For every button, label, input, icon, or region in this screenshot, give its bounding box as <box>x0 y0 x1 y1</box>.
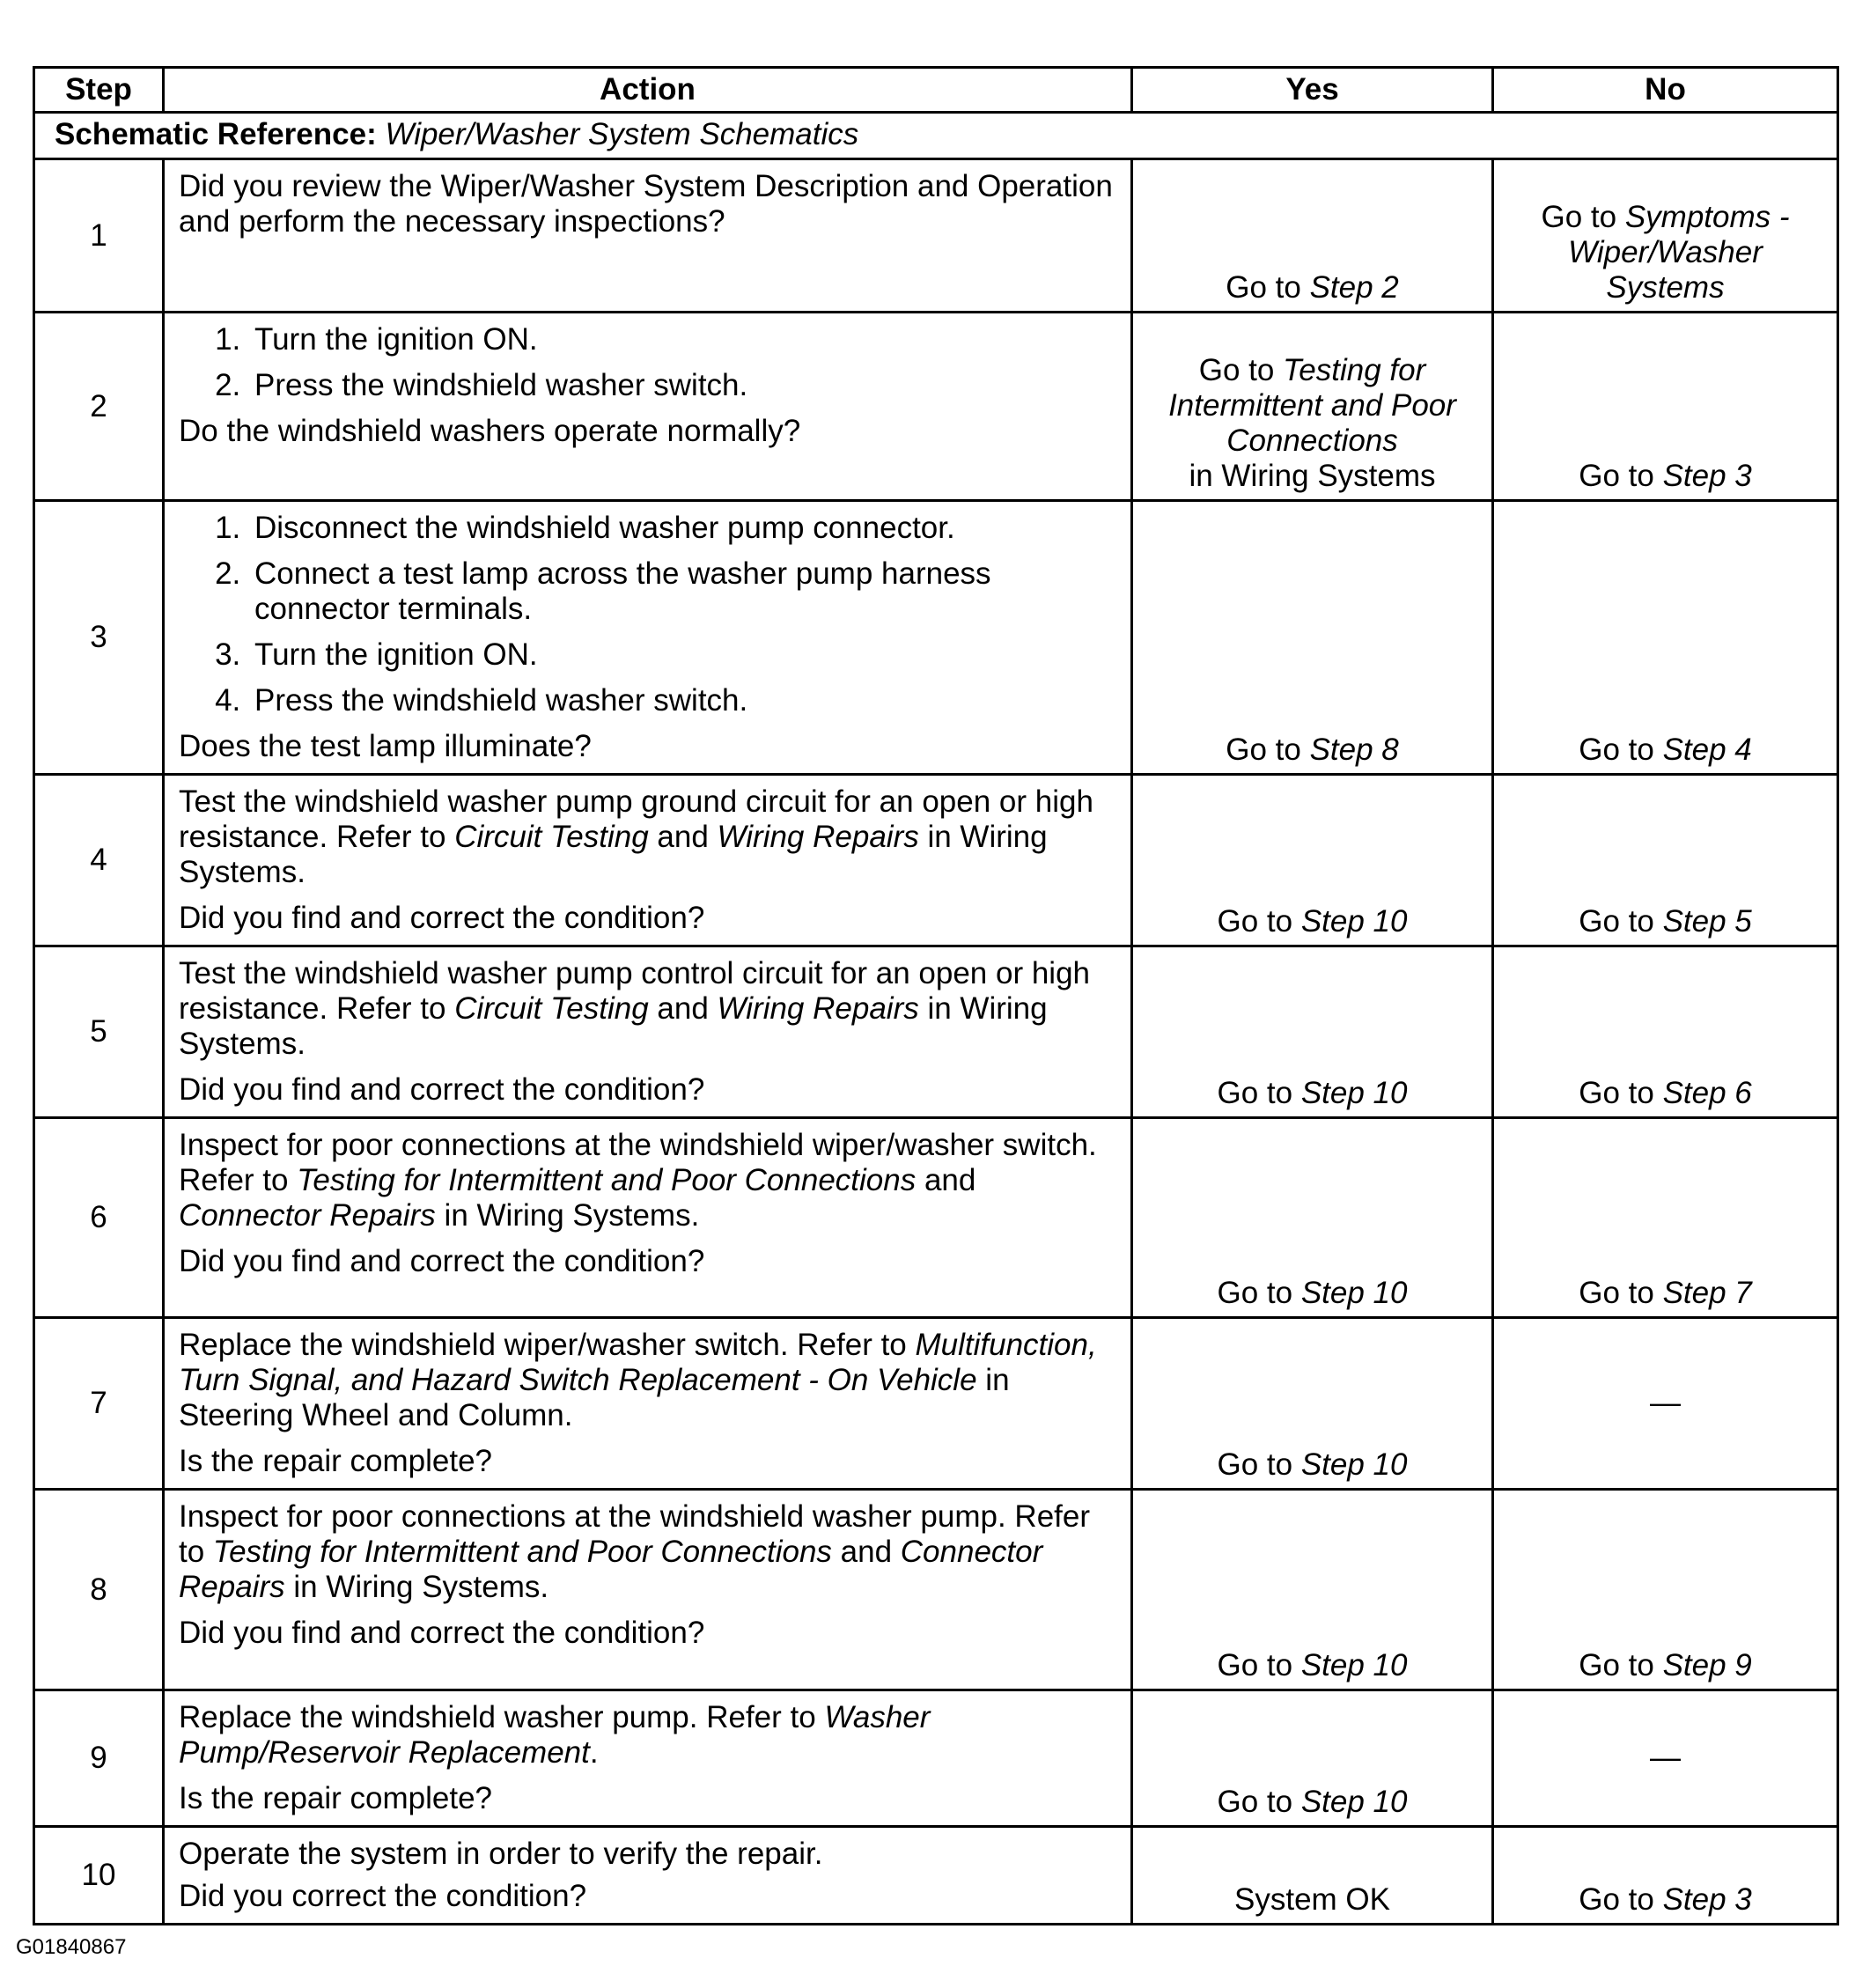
no-dash: — <box>1650 1386 1681 1420</box>
table-row <box>34 159 1838 313</box>
no-cell <box>1493 775 1838 946</box>
action-question: Did you find and correct the condition? <box>179 1244 705 1278</box>
action-cell <box>164 775 1132 946</box>
action-text <box>179 1700 1116 1771</box>
action-text <box>179 1499 1116 1605</box>
yes-prefix: Go to <box>1217 1785 1301 1819</box>
yes-ref-link[interactable]: Step 10 <box>1300 1076 1408 1110</box>
step-number: 1 <box>34 159 164 313</box>
list-item: 3. Turn the ignition ON. <box>249 637 1116 673</box>
action-cell <box>164 1490 1132 1690</box>
action-text-part: Replace the windshield washer pump. Refer to <box>179 1700 825 1734</box>
no-cell <box>1493 1490 1838 1690</box>
action-ref-link[interactable]: Testing for Intermittent and Poor Connections <box>212 1535 832 1569</box>
action-cell <box>164 501 1132 775</box>
action-text-part: and <box>648 991 718 1026</box>
action-cell <box>164 159 1132 313</box>
diagnostic-table <box>33 66 1839 1925</box>
yes-prefix: Go to <box>1217 1648 1301 1682</box>
no-cell <box>1493 313 1838 501</box>
table-row <box>34 1690 1838 1827</box>
header-no: No <box>1493 68 1838 113</box>
action-text-part: . <box>589 1735 599 1770</box>
no-cell <box>1493 1690 1838 1827</box>
action-text: Did you review the Wiper/Washer System Description and Operation and perform the necessary inspections? <box>179 169 1113 239</box>
no-prefix: Go to <box>1579 1276 1663 1310</box>
schematic-reference-row <box>34 113 1838 159</box>
table-row <box>34 1827 1838 1925</box>
yes-cell <box>1132 159 1493 313</box>
step-number: 4 <box>34 775 164 946</box>
action-ref-link[interactable]: Wiring Repairs <box>717 820 919 854</box>
step-number: 9 <box>34 1690 164 1827</box>
action-cell <box>164 946 1132 1118</box>
list-item: 2. Press the windshield washer switch. <box>249 368 1116 403</box>
schematic-reference-link[interactable]: Wiper/Washer System Schematics <box>385 117 859 151</box>
list-item: 1. Turn the ignition ON. <box>249 322 1116 357</box>
action-cell <box>164 1118 1132 1318</box>
action-ref-link[interactable]: Testing for Intermittent and Poor Connections <box>297 1163 917 1197</box>
yes-ref-link[interactable]: Step 10 <box>1300 1648 1408 1682</box>
header-row <box>34 68 1838 113</box>
action-question: Is the repair complete? <box>179 1781 493 1815</box>
table-row <box>34 501 1838 775</box>
yes-ref-link[interactable]: Step 10 <box>1300 904 1408 939</box>
yes-ref-link[interactable]: Step 2 <box>1309 270 1399 305</box>
yes-cell <box>1132 946 1493 1118</box>
action-text-part: Replace the windshield wiper/washer switch. Refer to <box>179 1328 916 1362</box>
no-prefix: Go to <box>1579 1076 1663 1110</box>
step-number: 6 <box>34 1118 164 1318</box>
action-text-part: Inspect for poor connections at the windshield wiper/washer switch. Refer to <box>179 1128 1097 1197</box>
action-ref-link[interactable]: Circuit Testing <box>454 820 649 854</box>
action-text <box>179 1128 1116 1233</box>
header-action: Action <box>164 68 1132 113</box>
yes-cell <box>1132 501 1493 775</box>
yes-cell <box>1132 313 1493 501</box>
yes-cell <box>1132 1118 1493 1318</box>
yes-cell <box>1132 1827 1493 1925</box>
action-text-part: in Wiring Systems. <box>179 991 1048 1061</box>
action-question: Did you correct the condition? <box>179 1879 587 1913</box>
yes-ref-link[interactable]: Testing for Intermittent and Poor Connections <box>1168 353 1456 458</box>
action-cell <box>164 1690 1132 1827</box>
step-number: 7 <box>34 1318 164 1490</box>
no-ref-link[interactable]: Step 7 <box>1662 1276 1752 1310</box>
action-text-part: and <box>831 1535 901 1569</box>
no-cell <box>1493 159 1838 313</box>
no-prefix: Go to <box>1579 1882 1663 1917</box>
no-ref-link[interactable]: Step 6 <box>1662 1076 1752 1110</box>
yes-ref-link[interactable]: Step 8 <box>1309 733 1399 767</box>
table-row <box>34 775 1838 946</box>
figure-id: G01840867 <box>16 1935 127 1959</box>
action-cell <box>164 1827 1132 1925</box>
no-dash: — <box>1650 1741 1681 1775</box>
no-ref-link[interactable]: Step 5 <box>1662 904 1752 939</box>
no-cell <box>1493 501 1838 775</box>
no-ref-link[interactable]: Step 4 <box>1662 733 1752 767</box>
step-number: 2 <box>34 313 164 501</box>
action-text <box>179 956 1116 1062</box>
yes-prefix: Go to <box>1217 1276 1301 1310</box>
list-item: 2. Connect a test lamp across the washer pump harness connector terminals. <box>249 556 1116 627</box>
table-row <box>34 1318 1838 1490</box>
no-ref-link[interactable]: Symptoms - Wiper/Washer Systems <box>1568 200 1790 305</box>
action-question: Is the repair complete? <box>179 1444 493 1478</box>
no-prefix: Go to <box>1541 200 1625 234</box>
step-number: 10 <box>34 1827 164 1925</box>
action-cell <box>164 1318 1132 1490</box>
action-text-part: in Wiring Systems. <box>284 1570 549 1604</box>
no-cell <box>1493 1318 1838 1490</box>
yes-ref-link[interactable]: Step 10 <box>1300 1276 1408 1310</box>
action-cell <box>164 313 1132 501</box>
action-ref-link[interactable]: Washer Pump/Reservoir Replacement <box>179 1700 931 1770</box>
yes-prefix: Go to <box>1217 1447 1301 1482</box>
action-question: Do the windshield washers operate normally? <box>179 414 801 448</box>
no-ref-link[interactable]: Step 3 <box>1662 1882 1752 1917</box>
step-number: 8 <box>34 1490 164 1690</box>
yes-ref-link[interactable]: Step 10 <box>1300 1785 1408 1819</box>
action-question: Did you find and correct the condition? <box>179 1072 705 1107</box>
yes-cell <box>1132 1690 1493 1827</box>
action-text: Operate the system in order to verify the repair. <box>179 1837 823 1871</box>
action-text-part: Test the windshield washer pump control circuit for an open or high resistance. Refer to <box>179 956 1090 1026</box>
no-prefix: Go to <box>1579 904 1663 939</box>
no-cell <box>1493 946 1838 1118</box>
action-text-part: and <box>916 1163 976 1197</box>
no-cell <box>1493 1827 1838 1925</box>
action-question: Does the test lamp illuminate? <box>179 729 592 763</box>
list-item: 4. Press the windshield washer switch. <box>249 683 1116 718</box>
step-number: 3 <box>34 501 164 775</box>
no-ref-link[interactable]: Step 3 <box>1662 459 1752 493</box>
schematic-reference-label: Schematic Reference: <box>55 117 377 151</box>
action-text-part: Inspect for poor connections at the windshield washer pump. Refer to <box>179 1499 1091 1569</box>
action-ref-link[interactable]: Circuit Testing <box>454 991 649 1026</box>
action-text-part: in Wiring Systems. <box>179 820 1048 889</box>
yes-prefix: Go to <box>1198 353 1284 387</box>
action-ref-link[interactable]: Multifunction, Turn Signal, and Hazard Switch Replacement - On Vehicle <box>179 1328 1097 1397</box>
action-text-part: and <box>648 820 718 854</box>
yes-prefix: Go to <box>1217 1076 1301 1110</box>
yes-ref-link[interactable]: Step 10 <box>1300 1447 1408 1482</box>
yes-cell <box>1132 1318 1493 1490</box>
no-ref-link[interactable]: Step 9 <box>1662 1648 1752 1682</box>
yes-cell <box>1132 775 1493 946</box>
yes-prefix: Go to <box>1226 270 1310 305</box>
action-question: Did you find and correct the condition? <box>179 901 705 935</box>
action-question: Did you find and correct the condition? <box>179 1616 705 1650</box>
step-number: 5 <box>34 946 164 1118</box>
no-prefix: Go to <box>1579 733 1663 767</box>
no-prefix: Go to <box>1579 1648 1663 1682</box>
list-item: 1. Disconnect the windshield washer pump connector. <box>249 511 1116 546</box>
action-ref-link[interactable]: Connector Repairs <box>179 1198 436 1233</box>
action-ref-link[interactable]: Wiring Repairs <box>717 991 919 1026</box>
table-row <box>34 1118 1838 1318</box>
table-row <box>34 313 1838 501</box>
action-text <box>179 784 1116 890</box>
action-list <box>179 511 1116 718</box>
action-list <box>179 322 1116 403</box>
yes-prefix: Go to <box>1217 904 1301 939</box>
action-ref-link[interactable]: Connector Repairs <box>179 1535 1043 1604</box>
yes-prefix: Go to <box>1226 733 1310 767</box>
yes-cell <box>1132 1490 1493 1690</box>
table-row <box>34 946 1838 1118</box>
action-text-part: Test the windshield washer pump ground circuit for an open or high resistance. Refer to <box>179 784 1093 854</box>
yes-suffix: in Wiring Systems <box>1189 459 1436 493</box>
action-text-part: in Wiring Systems. <box>435 1198 700 1233</box>
yes-text: System OK <box>1234 1882 1390 1917</box>
no-prefix: Go to <box>1579 459 1663 493</box>
action-text <box>179 1328 1116 1433</box>
header-yes: Yes <box>1132 68 1493 113</box>
action-text-part: in Steering Wheel and Column. <box>179 1363 1010 1432</box>
header-step: Step <box>34 68 164 113</box>
no-cell <box>1493 1118 1838 1318</box>
table-row <box>34 1490 1838 1690</box>
